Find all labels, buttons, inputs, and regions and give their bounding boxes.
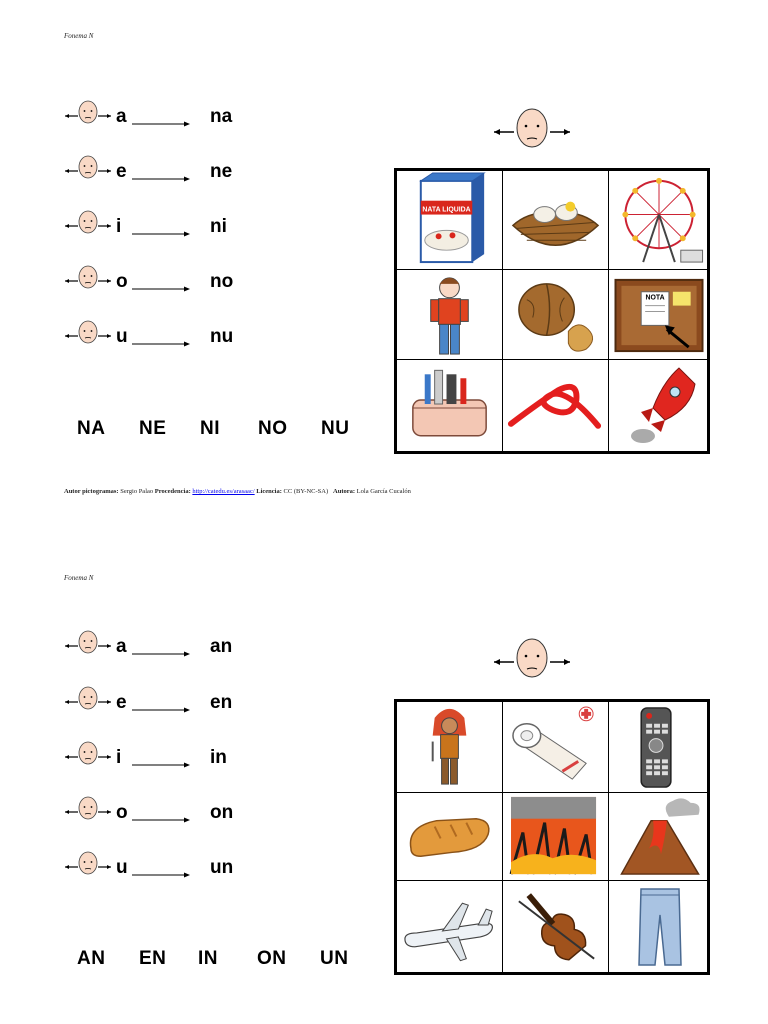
picture-knot (503, 360, 609, 451)
syllable-label: no (210, 271, 234, 292)
credit-license-label: Licencia: (256, 488, 282, 495)
face-arrows-icon (64, 794, 112, 824)
picture-boy (397, 270, 503, 360)
summary-syllable: NE (139, 418, 167, 439)
page-header: Fonema N (64, 32, 94, 40)
summary-syllable: NO (258, 418, 288, 439)
vowel-label: e (116, 692, 127, 713)
summary-syllable: EN (139, 948, 167, 969)
arrow-right-icon (132, 650, 190, 658)
summary-syllable: NU (321, 418, 350, 439)
credit-license: CC (BY-NC-SA) (283, 488, 329, 495)
credit-source-label: Procedencia: (154, 488, 191, 495)
picture-jeans (609, 881, 710, 972)
picture-remote-control (609, 702, 710, 793)
picture-toiletry-bag (397, 360, 503, 451)
picture-walnut (503, 270, 609, 360)
arrow-right-icon (132, 120, 190, 128)
credit-authoress-label: Autora: (333, 488, 356, 495)
syllable-row (64, 263, 274, 303)
vowel-label: a (116, 106, 127, 127)
vowel-label: o (116, 271, 128, 292)
vowel-label: o (116, 802, 128, 823)
picture-grid (394, 168, 710, 454)
vowel-label: u (116, 857, 128, 878)
face-arrows-icon (64, 849, 112, 879)
syllable-row (64, 628, 274, 668)
picture-forest-fire (503, 793, 609, 881)
summary-syllable: NI (200, 418, 220, 439)
summary-syllable: IN (198, 948, 218, 969)
face-arrows-icon (64, 208, 112, 238)
carton-label: NATA LIQUIDA (422, 206, 471, 214)
credit-author: Sergio Palao (120, 488, 154, 495)
syllable-label: on (210, 802, 234, 823)
picture-grid (394, 699, 710, 975)
arrow-right-icon (132, 871, 190, 879)
syllable-summary (64, 948, 364, 974)
arrow-right-icon (132, 175, 190, 183)
summary-syllable: UN (320, 948, 349, 969)
syllable-row (64, 739, 274, 779)
arrow-right-icon (132, 230, 190, 238)
page-header: Fonema N (64, 574, 94, 582)
arrow-right-icon (132, 340, 190, 348)
syllable-label: na (210, 106, 233, 127)
credit-source-link[interactable]: http://catedu.es/arasaac/ (192, 488, 255, 495)
face-arrows-icon (64, 684, 112, 714)
picture-rocket (609, 360, 710, 451)
credits-line (64, 488, 411, 495)
syllable-row (64, 318, 274, 358)
face-arrows-icon (64, 263, 112, 293)
summary-syllable: ON (257, 948, 287, 969)
face-arrows-icon (64, 153, 112, 183)
summary-syllable: NA (77, 418, 106, 439)
syllable-label: ne (210, 161, 233, 182)
syllable-label: in (210, 747, 227, 768)
vowel-label: i (116, 216, 122, 237)
syllable-summary (64, 418, 364, 444)
syllable-label: en (210, 692, 233, 713)
vowel-label: a (116, 636, 127, 657)
picture-bandage (503, 702, 609, 793)
syllable-row (64, 208, 274, 248)
picture-nest (503, 171, 609, 270)
arrow-right-icon (132, 285, 190, 293)
picture-native-chief (397, 702, 503, 793)
picture-violin (503, 881, 609, 972)
syllable-label: nu (210, 326, 234, 347)
picture-ferris-wheel (609, 171, 710, 270)
vowel-label: e (116, 161, 127, 182)
summary-syllable: AN (77, 948, 106, 969)
face-arrows-icon (64, 98, 112, 128)
face-arrows-icon (64, 318, 112, 348)
arrow-right-icon (132, 761, 190, 769)
syllable-row (64, 794, 274, 834)
face-arrows-icon (492, 634, 572, 686)
syllable-label: an (210, 636, 233, 657)
syllable-label: un (210, 857, 234, 878)
syllable-row (64, 684, 274, 724)
face-arrows-icon (64, 739, 112, 769)
credit-author-label: Autor pictogramas: (64, 488, 119, 495)
picture-volcano (609, 793, 710, 881)
picture-bread (397, 793, 503, 881)
note-label: NOTA (645, 294, 665, 302)
syllable-label: ni (210, 216, 227, 237)
picture-notice-board (609, 270, 710, 360)
picture-nata-liquida (397, 171, 503, 270)
syllable-row (64, 98, 274, 138)
syllable-row (64, 849, 274, 889)
arrow-right-icon (132, 816, 190, 824)
syllable-row (64, 153, 274, 193)
vowel-label: u (116, 326, 128, 347)
face-arrows-icon (492, 104, 572, 156)
arrow-right-icon (132, 706, 190, 714)
credit-authoress: Lola García Cucalón (356, 488, 411, 495)
vowel-label: i (116, 747, 122, 768)
picture-airplane (397, 881, 503, 972)
face-arrows-icon (64, 628, 112, 658)
